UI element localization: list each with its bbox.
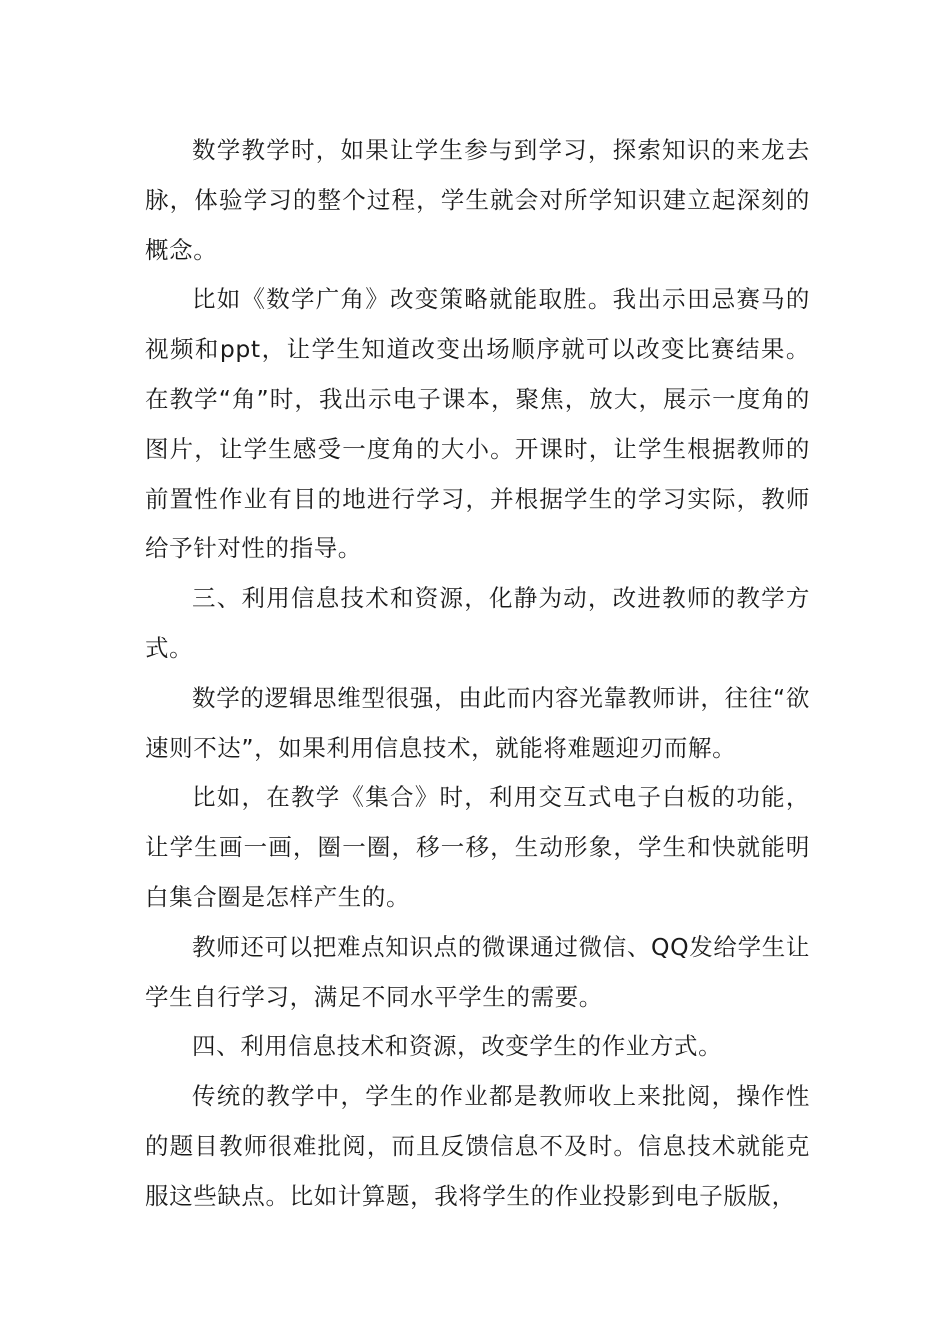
- paragraph-4: 数学的逻辑思维型很强，由此而内容光靠教师讲，往往“欲速则不达”，如果利用信息技术，就能将难题迎刃而解。: [145, 683, 810, 762]
- paragraph-1: 数学教学时，如果让学生参与到学习，探索知识的来龙去脉，体验学习的整个过程，学生就会对所学知识建立起深刻的概念。: [145, 136, 810, 264]
- paragraph-8: 传统的教学中，学生的作业都是教师收上来批阅，操作性的题目教师很难批阅，而且反馈信息不及时。信息技术就能克服这些缺点。比如计算题，我将学生的作业投影到电子版版，: [145, 1082, 810, 1210]
- paragraph-6: 教师还可以把难点知识点的微课通过微信、QQ发给学生让学生自行学习，满足不同水平学生的需要。: [145, 932, 810, 1011]
- paragraph-5: 比如，在教学《集合》时，利用交互式电子白板的功能，让学生画一画，圈一圈，移一移，生动形象，学生和快就能明白集合圈是怎样产生的。: [145, 783, 810, 911]
- paragraph-2: 比如《数学广角》改变策略就能取胜。我出示田忌赛马的视频和ppt，让学生知道改变出场顺序就可以改变比赛结果。在教学“角”时，我出示电子课本，聚焦，放大，展示一度角的图片，让学生感受一度角的大小。开课时，让学生根据教师的前置性作业有目的地进行学习，并根据学生的学习实际，教师给予针对性的指导。: [145, 285, 810, 563]
- section-heading-4: 四、利用信息技术和资源，改变学生的作业方式。: [192, 1032, 723, 1061]
- section-heading-3: 三、利用信息技术和资源，化静为动，改进教师的教学方式。: [145, 584, 810, 662]
- document-body: [145, 126, 810, 1222]
